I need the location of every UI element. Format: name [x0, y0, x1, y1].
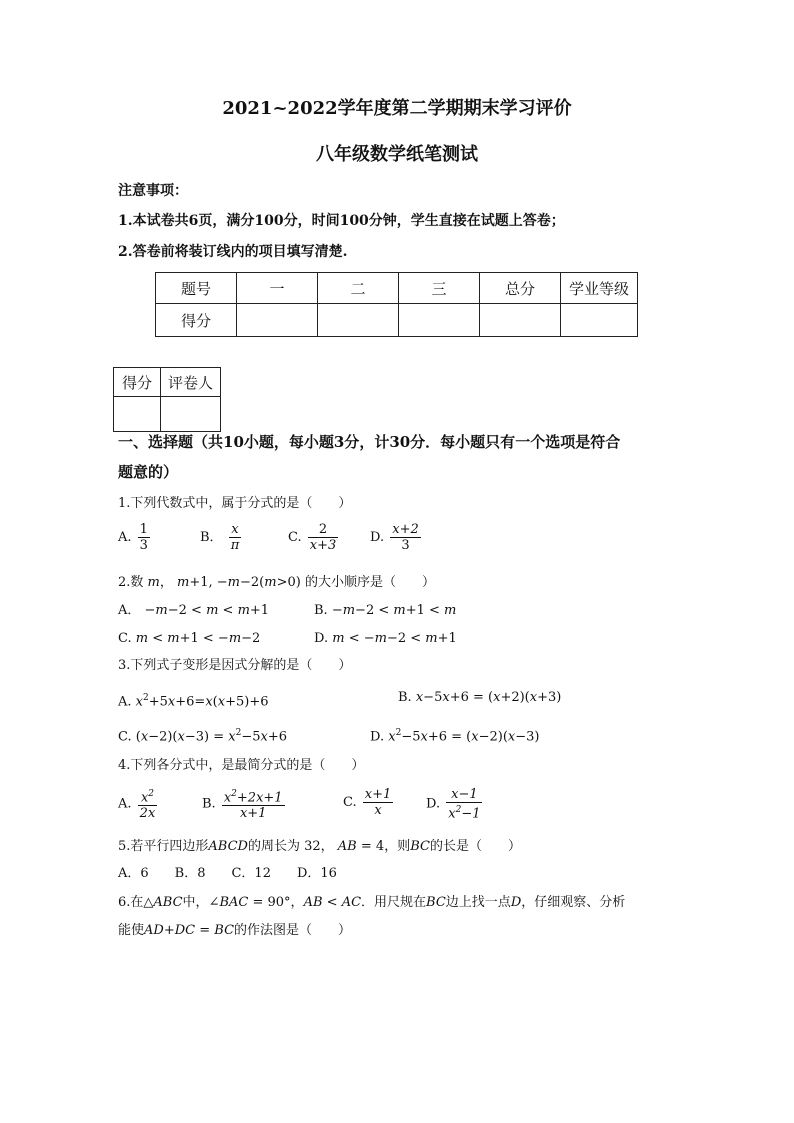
score-row-label: 得分 [156, 304, 237, 337]
stem-text: ，则 [384, 839, 411, 854]
option-letter: D. [370, 530, 385, 545]
section-1-heading: 一、选择题（共10小题，每小题3分，计30分．每小题只有一个选项是符合 [118, 433, 621, 451]
score-header-cell: 二 [318, 273, 399, 304]
grader-score-header: 得分 [114, 368, 161, 397]
option-letter: C. [288, 530, 302, 545]
notice-item-2: 2.答卷前将装订线内的项目填写清楚. [118, 244, 348, 260]
question-3-option-b[interactable]: B. x−5x+6 = (x+2)(x+3) [398, 690, 562, 705]
question-1-option-c[interactable] [288, 522, 340, 553]
option-letter: B. [314, 603, 328, 618]
option-letter: C. [118, 729, 132, 745]
grader-score-cell[interactable] [114, 397, 161, 432]
option-letter: C. [118, 631, 132, 646]
stem-text: 的大小顺序是（ ） [304, 575, 435, 590]
question-6-line-1: 6.在△ABC中，∠BAC = 90°，AB < AC．用尺规在BC边上找一点D，仔细观察、分析 [118, 895, 626, 910]
fraction: $\frac{x+1}{x}$ [364, 787, 392, 818]
fraction: $\frac{x}{\pi}$ [230, 522, 240, 553]
option-letter: C. [343, 795, 357, 810]
stem-text: 5.若平行四边形 [118, 839, 209, 854]
option-letter: D. [426, 796, 441, 812]
option-letter: B. [398, 690, 412, 705]
grader-table [113, 367, 221, 432]
stem-text: 2.数 [118, 575, 144, 590]
grader-name-cell[interactable] [161, 397, 221, 432]
question-2-option-d[interactable]: D. m < −m−2 < m+1 [314, 631, 457, 646]
fraction: $\frac{x^2}{2x}$ [139, 789, 156, 822]
option-letter: A. [118, 796, 132, 812]
stem-text: 边上找一点 [445, 895, 511, 910]
score-header-cell: 三 [399, 273, 480, 304]
question-3-stem: 3.下列式子变形是因式分解的是（ ） [118, 658, 352, 673]
question-4-option-c[interactable] [343, 787, 395, 818]
notice-item-1: 1.本试卷共6页，满分100分，时间100分钟，学生直接在试题上答卷； [118, 213, 565, 229]
question-5-stem: 5.若平行四边形ABCD的周长为 32， AB = 4，则BC的长是（ ） [118, 839, 521, 854]
exam-title: 2021~2022学年度第二学期期末学习评价 [222, 98, 572, 119]
option-letter: A. [118, 530, 132, 545]
option-letter: B． [200, 530, 223, 545]
question-1-option-a[interactable] [118, 522, 152, 553]
option-letter: A. [118, 694, 132, 710]
question-1-stem: 1.下列代数式中，属于分式的是（ ） [118, 496, 352, 511]
fraction: $\frac{x^2+2x+1}{x+1}$ [223, 789, 283, 822]
question-4-option-a[interactable] [118, 787, 159, 821]
question-2-stem: 2.数 m， m+1, −m−2(m>0) 的大小顺序是（ ） [118, 575, 435, 590]
question-6-line-2: 能使AD+DC = BC的作法图是（ ） [118, 923, 352, 938]
question-4-stem: 4.下列各分式中，是最简分式的是（ ） [118, 758, 365, 773]
score-cell[interactable] [318, 304, 399, 337]
option-letter: D. [370, 729, 385, 745]
question-5-options[interactable]: A．6 B．8 C．12 D．16 [118, 866, 337, 881]
score-cell[interactable] [561, 304, 638, 337]
question-4-option-b[interactable] [202, 787, 287, 821]
stem-text: 中， [182, 895, 209, 910]
question-1-option-b[interactable] [200, 522, 243, 553]
stem-text: ．用尺规在 [361, 895, 427, 910]
grader-name-header: 评卷人 [161, 368, 221, 397]
stem-text: ，仔细观察、分析 [521, 895, 626, 910]
score-cell[interactable] [399, 304, 480, 337]
fraction: $\frac{x-1}{x^2-1}$ [448, 787, 481, 822]
exam-subtitle: 八年级数学纸笔测试 [316, 144, 478, 165]
question-3-option-a[interactable]: A. $x^2+5x+6=x(x+5)+6$ [118, 693, 269, 710]
question-4-option-d[interactable] [426, 787, 484, 821]
score-cell[interactable] [480, 304, 561, 337]
question-2-option-c[interactable]: C. m < m+1 < −m−2 [118, 631, 261, 646]
fraction: $\frac{1}{3}$ [139, 522, 148, 553]
stem-text: 的周长为 32， [247, 839, 334, 854]
score-header-cell: 总分 [480, 273, 561, 304]
question-2-option-b[interactable]: B. −m−2 < m+1 < m [314, 603, 457, 618]
option-letter: A． [118, 603, 141, 618]
question-3-option-c[interactable]: C. $(x-2)(x-3) = x^2-5x+6$ [118, 728, 288, 745]
option-letter: B. [202, 796, 216, 812]
question-3-option-d[interactable]: D. $x^2-5x+6 = (x-2)(x-3)$ [370, 728, 540, 745]
score-header-cell: 学业等级 [561, 273, 638, 304]
option-letter: D. [314, 631, 329, 646]
stem-text: 6.在△ [118, 895, 154, 910]
notice-heading: 注意事项： [118, 183, 188, 199]
score-header-cell: 一 [237, 273, 318, 304]
stem-text: 的长是（ ） [429, 839, 521, 854]
question-2-option-a[interactable]: A． −m−2 < m < m+1 [118, 603, 270, 618]
score-table [155, 272, 638, 337]
score-cell[interactable] [237, 304, 318, 337]
fraction: $\frac{x+2}{3}$ [392, 522, 419, 553]
stem-text: 的作法图是（ ） [234, 923, 352, 938]
stem-text: 能使 [118, 923, 145, 938]
section-1-heading-cont: 题意的） [118, 463, 179, 481]
fraction: $\frac{2}{x+3}$ [309, 522, 337, 553]
score-header-cell: 题号 [156, 273, 237, 304]
question-1-option-d[interactable] [370, 522, 423, 553]
